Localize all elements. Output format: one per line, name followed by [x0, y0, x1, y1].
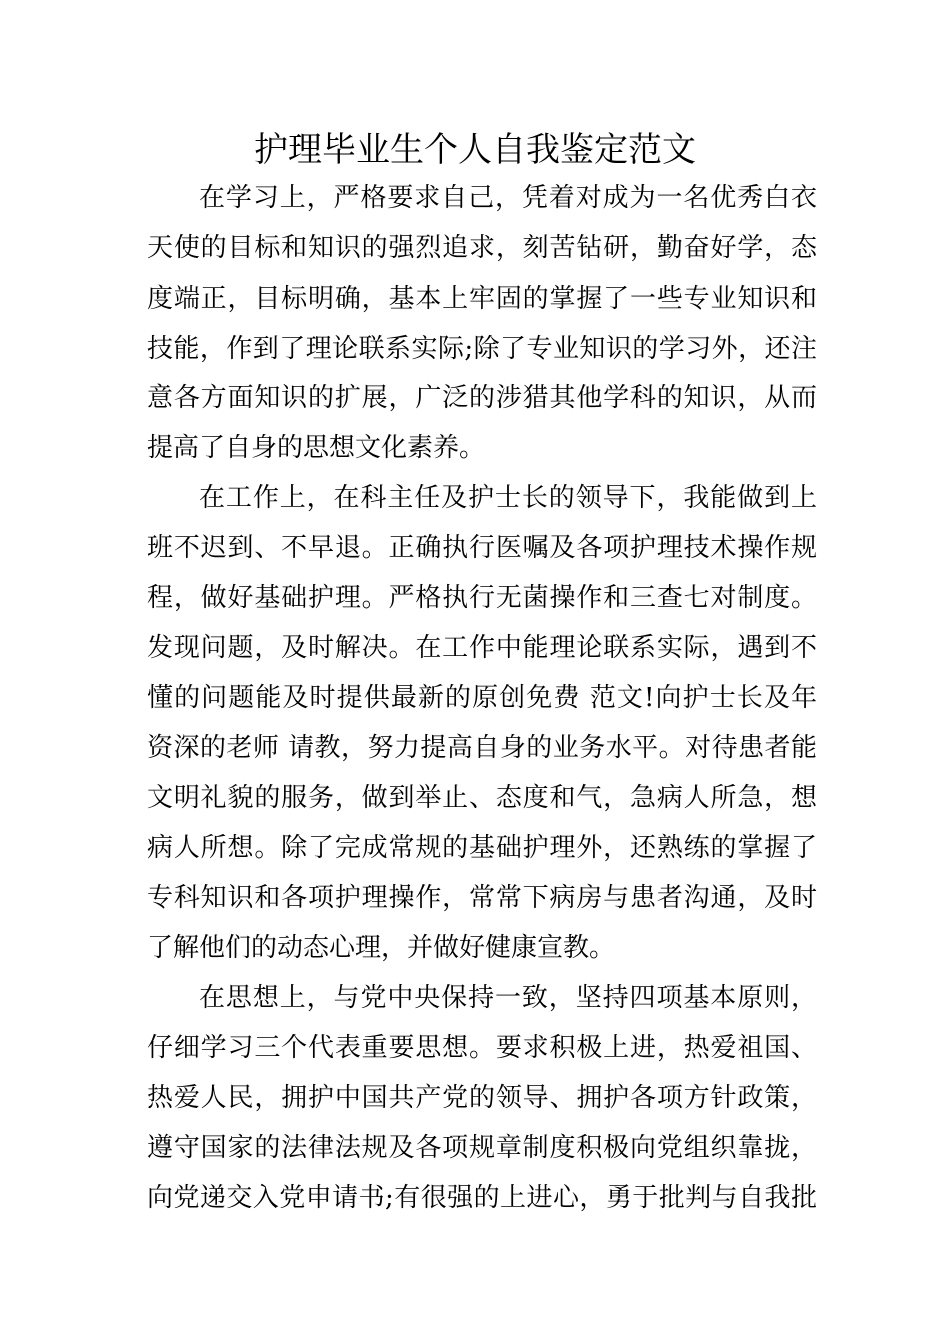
paragraph-line: 班不迟到、不早退。正确执行医嘱及各项护理技术操作规 [147, 533, 817, 563]
paragraph-line: 在思想上，与党中央保持一致，坚持四项基本原则， [199, 983, 817, 1013]
paragraph-line: 专科知识和各项护理操作，常常下病房与患者沟通，及时 [147, 883, 817, 913]
document-title: 护理毕业生个人自我鉴定范文 [254, 130, 696, 170]
paragraph-line: 了解他们的动态心理，并做好健康宣教。 [147, 933, 616, 963]
paragraph-line: 技能，作到了理论联系实际;除了专业知识的学习外，还注 [147, 334, 817, 364]
paragraph-line: 懂的问题能及时提供最新的原创免费 范文!向护士长及年 [147, 683, 817, 713]
paragraph-line: 文明礼貌的服务，做到举止、态度和气，急病人所急，想 [147, 783, 817, 813]
paragraph-line: 热爱人民，拥护中国共产党的领导、拥护各项方针政策， [147, 1083, 817, 1113]
paragraph-line: 资深的老师 请教，努力提高自身的业务水平。对待患者能 [147, 733, 817, 763]
paragraph-line: 提高了自身的思想文化素养。 [147, 433, 486, 463]
paragraph-line: 病人所想。除了完成常规的基础护理外，还熟练的掌握了 [147, 833, 817, 863]
paragraph-line: 向党递交入党申请书;有很强的上进心，勇于批判与自我批 [147, 1183, 817, 1213]
paragraph-line: 程，做好基础护理。严格执行无菌操作和三查七对制度。 [147, 583, 817, 613]
paragraph-line: 发现问题，及时解决。在工作中能理论联系实际，遇到不 [147, 633, 817, 663]
paragraph-line: 在工作上，在科主任及护士长的领导下，我能做到上 [199, 483, 817, 513]
paragraph-line: 在学习上，严格要求自己，凭着对成为一名优秀白衣 [199, 183, 817, 213]
paragraph-line: 遵守国家的法律法规及各项规章制度积极向党组织靠拢， [147, 1133, 817, 1163]
paragraph-line: 仔细学习三个代表重要思想。要求积极上进，热爱祖国、 [147, 1033, 817, 1063]
paragraph-line: 天使的目标和知识的强烈追求，刻苦钻研，勤奋好学，态 [147, 233, 817, 263]
paragraph-line: 度端正，目标明确，基本上牢固的掌握了一些专业知识和 [147, 284, 817, 314]
paragraph-line: 意各方面知识的扩展，广泛的涉猎其他学科的知识，从而 [147, 383, 817, 413]
